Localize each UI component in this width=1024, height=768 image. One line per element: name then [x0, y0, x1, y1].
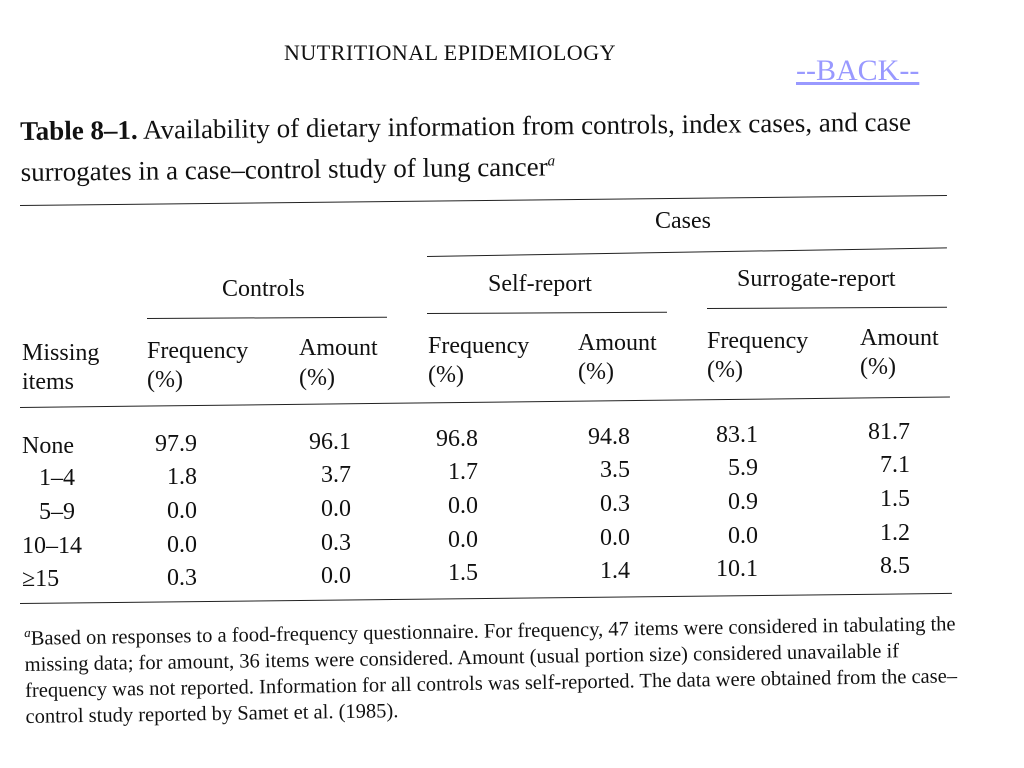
table-cell: 0.9	[728, 489, 758, 515]
table-footnote	[24, 605, 961, 730]
table-cell: 8.5	[880, 553, 910, 579]
group-self-report-header: Self-report	[488, 271, 592, 297]
col-self-amount-unit: (%)	[578, 359, 614, 385]
col-self-frequency: Frequency	[428, 333, 530, 359]
table-cell: 97.9	[155, 431, 197, 457]
table-cell: 3.5	[600, 457, 630, 483]
caption-note-marker: a	[547, 153, 556, 170]
controls-rule	[147, 317, 387, 319]
col-controls-amount-unit: (%)	[299, 365, 335, 391]
header-bottom-rule	[20, 396, 950, 408]
group-controls-header: Controls	[222, 276, 305, 302]
self-report-rule	[427, 312, 667, 314]
table-cell: 96.1	[309, 429, 351, 455]
cases-rule	[427, 247, 947, 257]
back-link[interactable]: --BACK--	[796, 54, 920, 87]
table-cell: 0.0	[728, 523, 758, 549]
table-cell: 5.9	[728, 455, 758, 481]
table-cell: 0.0	[448, 527, 478, 553]
table-cell: 1.7	[448, 459, 478, 485]
table-cell: 0.0	[600, 525, 630, 551]
table-cell: 0.0	[448, 493, 478, 519]
row-header-items: items	[22, 369, 74, 395]
row-label: 5–9	[39, 499, 75, 525]
top-rule	[20, 195, 947, 206]
col-surrogate-amount-unit: (%)	[860, 354, 896, 380]
caption-text: Availability of dietary information from controls, index cases, and case surrogates in a case–control study of lung cancer	[20, 106, 912, 187]
col-surrogate-frequency: Frequency	[707, 328, 809, 354]
col-self-amount: Amount	[578, 330, 657, 356]
footnote-marker: a	[24, 624, 31, 640]
table-cell: 81.7	[868, 419, 910, 445]
table-cell: 0.0	[321, 496, 351, 522]
table-cell: 1.5	[448, 560, 478, 586]
row-header-missing: Missing	[22, 340, 100, 366]
table-cell: 1.2	[880, 520, 910, 546]
table-cell: 1.8	[167, 464, 197, 490]
row-label: ≥15	[22, 566, 60, 592]
table-cell: 83.1	[716, 422, 758, 448]
table-cell: 0.3	[600, 491, 630, 517]
table-cell: 1.4	[600, 558, 630, 584]
footnote-text: Based on responses to a food-frequency questionnaire. For frequency, 47 items were considered in tabulating the missing data; for amount, 36 items were considered. Amount (usual portion size) considered unavailable if frequency was not reported. Information for all controls was self-reported. The data were obtained from the case–control study reported by Samet et al. (1985).	[24, 613, 958, 728]
group-cases-header: Cases	[655, 208, 711, 234]
row-label: 1–4	[39, 465, 75, 491]
table-cell: 7.1	[880, 452, 910, 478]
group-surrogate-report-header: Surrogate-report	[737, 266, 896, 292]
table-cell: 0.0	[167, 532, 197, 558]
row-label: None	[22, 433, 74, 459]
table-bottom-rule	[20, 593, 952, 604]
table-cell: 96.8	[436, 426, 478, 452]
surrogate-report-rule	[707, 307, 947, 309]
table-cell: 1.5	[880, 486, 910, 512]
table-cell: 94.8	[588, 424, 630, 450]
col-surrogate-frequency-unit: (%)	[707, 357, 743, 383]
table-cell: 0.3	[167, 565, 197, 591]
col-self-frequency-unit: (%)	[428, 362, 464, 388]
row-label: 10–14	[22, 533, 82, 559]
table-cell: 3.7	[321, 462, 351, 488]
table-cell: 0.3	[321, 530, 351, 556]
table-cell: 0.0	[321, 563, 351, 589]
table-cell: 0.0	[167, 498, 197, 524]
table-caption	[20, 103, 951, 190]
col-surrogate-amount: Amount	[860, 325, 939, 351]
col-controls-amount: Amount	[299, 335, 378, 361]
running-head: NUTRITIONAL EPIDEMIOLOGY	[284, 40, 616, 65]
col-controls-frequency: Frequency	[147, 338, 249, 364]
caption-label: Table 8–1.	[20, 114, 138, 146]
table-cell: 10.1	[716, 556, 758, 582]
col-controls-frequency-unit: (%)	[147, 367, 183, 393]
